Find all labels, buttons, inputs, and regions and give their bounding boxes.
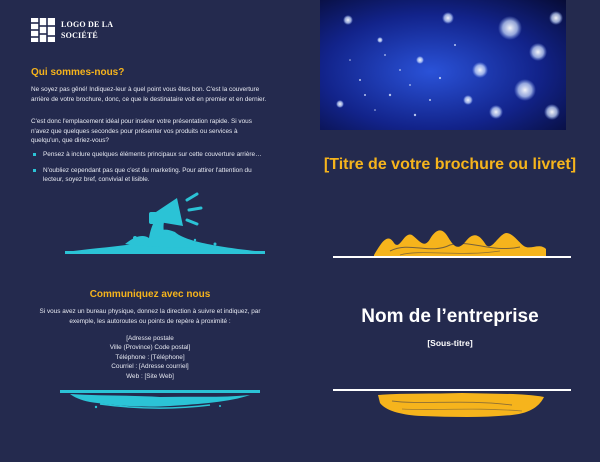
bullet-marker — [33, 153, 36, 156]
logo-text: LOGO DE LA SOCIÉTÉ — [61, 20, 113, 40]
address-line: [Adresse postale — [126, 335, 174, 342]
about-paragraph-1: Ne soyez pas gêné! Indiquez-leur à quel point vous êtes bon. C'est la couverture arrière de votre brochure, donc, ce que le destinataire voit en premier et en dernier. — [31, 86, 267, 103]
bullet-text: N'oubliez cependant pas que c'est du marketing. Pour attirer l'attention du lecteur, soyez bref, convivial et lisible. — [43, 166, 252, 183]
gold-brush-stroke-bottom — [372, 391, 548, 419]
teal-brush-stroke — [60, 388, 260, 412]
about-bullet-list — [31, 150, 271, 191]
logo-grid-icon — [31, 18, 55, 42]
cover-subtitle: [Sous-titre] — [427, 338, 473, 348]
divider-line-top — [333, 256, 571, 258]
company-name: Nom de l’entreprise — [361, 306, 539, 327]
front-cover-panel — [300, 0, 600, 462]
about-paragraph-2: C'est donc l'emplacement idéal pour insérer votre présentation rapide. Si vous n'avez que quelques secondes pour présenter vos produits ou services à quelqu'un, que diriez-vous? — [31, 118, 252, 144]
address-line: Courriel : [Adresse courriel] — [111, 363, 189, 371]
megaphone-icon — [65, 186, 265, 256]
contact-heading: Communiquez avec nous — [89, 289, 211, 300]
gold-brush-stroke-top — [370, 221, 550, 259]
address-line: Ville (Province) Code postal] — [109, 344, 191, 352]
address-line: Web : [Site Web] — [126, 372, 174, 380]
bullet-marker — [33, 169, 36, 172]
address-line: Téléphone : [Téléphone] — [115, 353, 185, 361]
contact-address-block — [0, 334, 300, 381]
about-heading: Qui sommes-nous? — [31, 67, 125, 78]
brochure-title: [Titre de votre brochure ou livret] — [323, 156, 577, 173]
company-logo — [31, 18, 121, 42]
bullet-item — [31, 150, 271, 160]
bokeh-photo — [320, 0, 566, 130]
contact-directions: Si vous avez un bureau physique, donnez la direction à suivre et indiquez, par exemple, les autoroutes ou points de repère à proximité : — [39, 308, 261, 325]
bullet-text: Pensez à inclure quelques éléments principaux sur cette couverture arrière… — [43, 151, 262, 158]
bullet-item — [31, 166, 271, 185]
